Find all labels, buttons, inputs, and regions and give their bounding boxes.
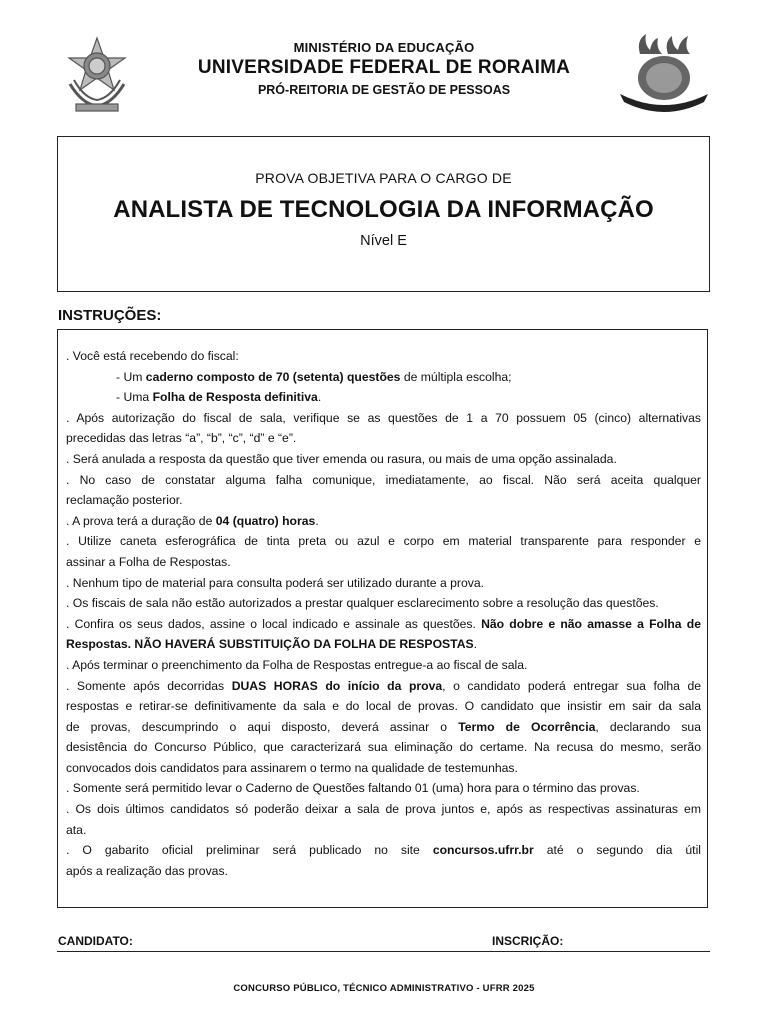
instruction-line: - Uma Folha de Resposta definitiva.: [116, 390, 322, 405]
exam-level: Nível E: [360, 233, 407, 249]
instruction-line: . Utilize caneta esferográfica de tinta preta ou azul e corpo em material transparente para responder e: [66, 534, 701, 549]
instruction-line: . Os dois últimos candidatos só poderão deixar a sala de prova juntos e, após as respectivas assinaturas em: [66, 802, 701, 817]
exam-subtitle: PROVA OBJETIVA PARA O CARGO DE: [255, 170, 512, 186]
document-header: [0, 28, 768, 118]
instructions-box: [57, 329, 708, 908]
instruction-line: . Somente será permitido levar o Caderno de Questões faltando 01 (uma) hora para o término das provas.: [66, 781, 640, 796]
instruction-line: respostas e retirar-se definitivamente da sala e do local de provas. O candidato que insistir em sair da sala: [66, 699, 701, 714]
university-name: UNIVERSIDADE FEDERAL DE RORAIMA: [197, 57, 571, 78]
exam-title: ANALISTA DE TECNOLOGIA DA INFORMAÇÃO: [113, 196, 654, 223]
instruction-line: . Após terminar o preenchimento da Folha de Respostas entregue-a ao fiscal de sala.: [66, 657, 528, 672]
instruction-line: após a realização das provas.: [66, 863, 228, 878]
instruction-line: Respostas. NÃO HAVERÁ SUBSTITUIÇÃO DA FOLHA DE RESPOSTAS.: [66, 637, 478, 652]
instruction-line: . Após autorização do fiscal de sala, verifique se as questões de 1 a 70 possuem 05 (cinco) alternativas: [66, 410, 701, 425]
instruction-line: ata.: [66, 822, 87, 837]
exam-footer: CONCURSO PÚBLICO, TÉCNICO ADMINISTRATIVO - UFRR 2025: [233, 983, 535, 994]
instruction-line: . Confira os seus dados, assine o local indicado e assinale as questões. Não dobre e não amasse a Folha de: [66, 616, 701, 631]
instruction-line: reclamação posterior.: [66, 493, 183, 508]
instruction-line: . Será anulada a resposta da questão que tiver emenda ou rasura, ou mais de uma opção assinalada.: [66, 451, 617, 466]
instruction-line: . Você está recebendo do fiscal:: [66, 349, 239, 363]
instruction-line: precedidas das letras “a”, “b”, “c”, “d” e “e”.: [66, 431, 297, 446]
candidate-fields: [57, 933, 710, 952]
instructions-heading: INSTRUÇÕES:: [58, 307, 162, 324]
instruction-line: - Um caderno composto de 70 (setenta) questões de múltipla escolha;: [116, 369, 512, 384]
instruction-line: . O gabarito oficial preliminar será publicado no site concursos.ufrr.br até o segundo dia útil: [66, 843, 701, 858]
exam-title-box: [57, 136, 710, 292]
instruction-line: desistência do Concurso Público, que caracterizará sua eliminação do certame. Na recusa do mesmo, serão: [66, 740, 701, 755]
instruction-line: convocados dois candidatos para assinarem o termo na qualidade de testemunhas.: [66, 760, 518, 775]
instruction-line: . Nenhum tipo de material para consulta poderá ser utilizado durante a prova.: [66, 575, 485, 590]
instruction-line: de provas, descumprindo o aqui disposto, deverá assinar o Termo de Ocorrência, declarando sua: [66, 719, 701, 734]
ufrr-logo-icon: [618, 32, 710, 114]
registration-label: INSCRIÇÃO:: [492, 934, 564, 948]
instruction-line: assinar a Folha de Respostas.: [66, 554, 231, 569]
instruction-line: . No caso de constatar alguma falha comunique, imediatamente, ao fiscal. Não será aceita qualquer: [66, 472, 701, 487]
ministry-name: MINISTÉRIO DA EDUCAÇÃO: [293, 40, 475, 55]
instruction-line: . Os fiscais de sala não estão autorizados a prestar qualquer esclarecimento sobre a resolução das questões.: [66, 596, 659, 611]
instruction-line: . A prova terá a duração de 04 (quatro) horas.: [66, 513, 319, 528]
department-name: PRÓ-REITORIA DE GESTÃO DE PESSOAS: [257, 83, 511, 97]
instruction-line: . Somente após decorridas DUAS HORAS do início da prova, o candidato poderá entregar sua folha de: [66, 678, 701, 693]
candidate-label: CANDIDATO:: [58, 934, 133, 948]
